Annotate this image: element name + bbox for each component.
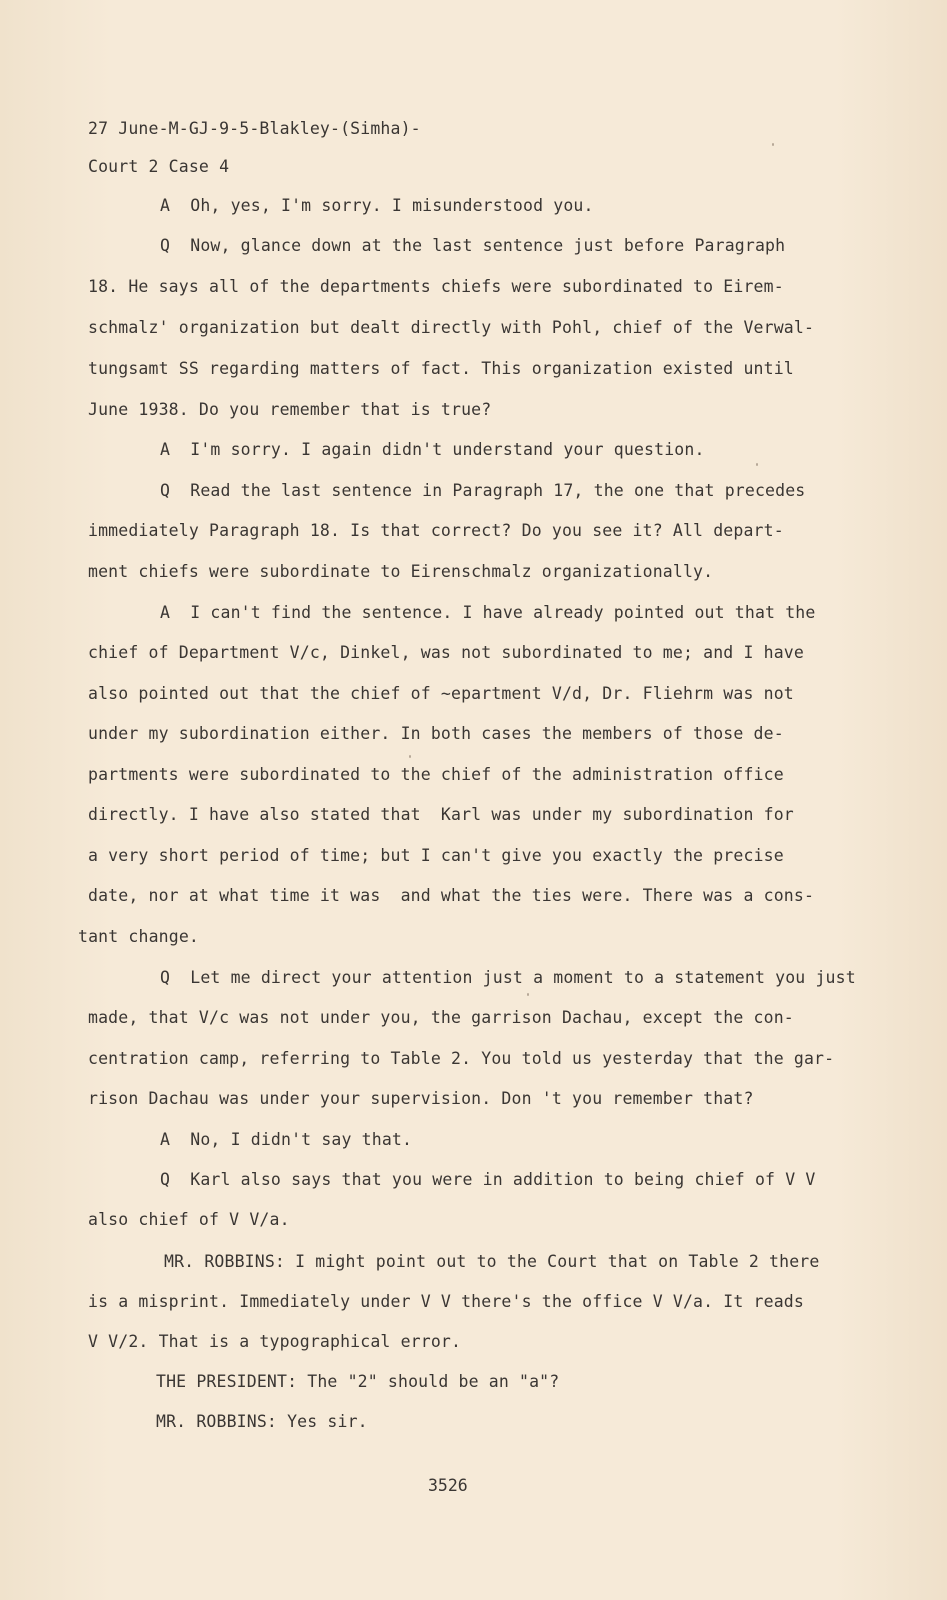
- text-line: directly. I have also stated that Karl was under my subordination for: [88, 805, 794, 824]
- text-line: Q Read the last sentence in Paragraph 17, the one that precedes: [160, 481, 806, 500]
- text-line: ment chiefs were subordinate to Eirenschmalz organizationally.: [88, 562, 714, 581]
- text-line: Q Let me direct your attention just a moment to a statement you just: [160, 968, 856, 987]
- text-line: a very short period of time; but I can't give you exactly the precise: [88, 846, 784, 865]
- paper-speck: [409, 755, 411, 758]
- text-line: Q Karl also says that you were in addition to being chief of V V: [160, 1170, 816, 1189]
- text-line: is a misprint. Immediately under V V there's the office V V/a. It reads: [88, 1292, 804, 1311]
- text-line: under my subordination either. In both cases the members of those de-: [88, 724, 784, 743]
- text-line: date, nor at what time it was and what the ties were. There was a cons-: [88, 886, 815, 905]
- text-line: immediately Paragraph 18. Is that correct? Do you see it? All depart-: [88, 521, 784, 540]
- page-number: 3526: [428, 1476, 468, 1495]
- text-line: June 1938. Do you remember that is true?: [88, 400, 492, 419]
- text-line: THE PRESIDENT: The "2" should be an "a"?: [156, 1372, 560, 1391]
- text-line: V V/2. That is a typographical error.: [88, 1332, 462, 1351]
- paper-speck: [756, 463, 758, 466]
- text-line: A I'm sorry. I again didn't understand your question.: [160, 440, 705, 459]
- text-line: A Oh, yes, I'm sorry. I misunderstood you.: [160, 196, 594, 215]
- text-line: tant change.: [78, 927, 200, 946]
- text-line: partments were subordinated to the chief of the administration office: [88, 765, 784, 784]
- text-line: also pointed out that the chief of ~epartment V/d, Dr. Fliehrm was not: [88, 684, 794, 703]
- header-line-2: Court 2 Case 4: [88, 157, 230, 176]
- text-line: 18. He says all of the departments chiefs were subordinated to Eirem-: [88, 277, 784, 296]
- text-line: tungsamt SS regarding matters of fact. This organization existed until: [88, 359, 794, 378]
- text-line: made, that V/c was not under you, the garrison Dachau, except the con-: [88, 1008, 794, 1027]
- text-line: also chief of V V/a.: [88, 1210, 290, 1229]
- paper-speck: [772, 143, 774, 146]
- header-line-1: 27 June-M-GJ-9-5-Blakley-(Simha)-: [88, 119, 421, 138]
- text-line: rison Dachau was under your supervision. Don 't you remember that?: [88, 1089, 754, 1108]
- text-line: Q Now, glance down at the last sentence just before Paragraph: [160, 236, 786, 255]
- text-line: MR. ROBBINS: Yes sir.: [156, 1412, 368, 1431]
- text-line: centration camp, referring to Table 2. You told us yesterday that the gar-: [88, 1049, 835, 1068]
- text-line: schmalz' organization but dealt directly with Pohl, chief of the Verwal-: [88, 318, 815, 337]
- text-line: chief of Department V/c, Dinkel, was not subordinated to me; and I have: [88, 643, 804, 662]
- text-line: A I can't find the sentence. I have already pointed out that the: [160, 603, 816, 622]
- text-line: MR. ROBBINS: I might point out to the Court that on Table 2 there: [164, 1252, 820, 1271]
- paper-speck: [527, 993, 529, 996]
- text-line: A No, I didn't say that.: [160, 1130, 413, 1149]
